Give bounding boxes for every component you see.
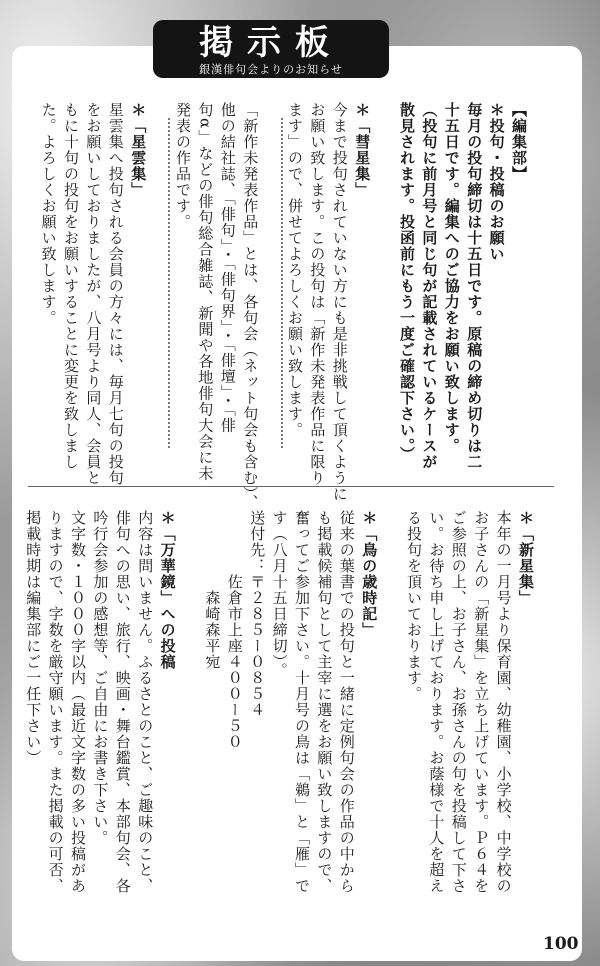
text-column: 従来の葉書での投句と一緒に定例句会の作品の中から (337, 510, 356, 894)
text-column: 送付先：〒２８５ー０８５４ (248, 510, 267, 718)
text-column: 【編集部】 (510, 102, 528, 182)
text-column: 「新作未発表作品」とは、各句会（ネット句会も含む）、 (241, 102, 260, 511)
text-column: 句α」などの俳句総合雑誌、新聞や各地俳句大会に未 (196, 102, 215, 482)
dotted-separator (168, 118, 170, 448)
text-column: ＊「星雲集」 (129, 102, 148, 198)
text-column: をお願いしておりましたが、八月号より同人、会員と (84, 102, 103, 486)
text-column: い。お待ち申し上げております。お蔭様で十人を超え (427, 510, 446, 894)
text-column: （投句に前月号と同じ句が記載されているケースが (420, 102, 439, 470)
text-column: る投句を頂いております。 (405, 510, 423, 702)
text-column: た。よろしくお願い致します。 (39, 102, 58, 326)
text-column: お子さんの「新星集」を立ち上げています。Ｐ６４を (472, 510, 491, 894)
text-column: 発表の作品です。 (174, 102, 192, 230)
text-column: 毎月の投句締切は十五日です。原稿の締め切りは二 (465, 102, 484, 470)
text-column: 佐倉市上座４００ー５０ (225, 510, 244, 750)
dotted-separator (281, 118, 283, 448)
text-column: りますので、字数を厳守願います。また掲載の可否、 (46, 510, 65, 894)
text-column: 文字数・１０００字以内（最近文字数の多い投稿があ (69, 510, 87, 894)
text-column: ＊「彗星集」 (353, 102, 372, 198)
text-column: も掲載候補句として主宰に選をお願い致しますので、 (315, 510, 334, 894)
text-column: ＊「万華鏡」への投稿 (158, 510, 177, 670)
text-column: 星雲集へ投句される会員の方々には、毎月七句の投句 (106, 102, 125, 486)
page-header (153, 20, 389, 78)
text-column: ＊投句・投稿のお願い (487, 102, 506, 262)
text-column: 今まで投句されていない方にも是非挑戦して頂くように (330, 102, 349, 502)
text-column: 散見されます。投函前にもう一度ご確認下さい。） (398, 102, 416, 463)
text-column: ＊「鳥の歳時記」 (360, 510, 379, 638)
text-column: 俳句への思い、旅行、映画・舞台鑑賞、本部句会、各 (113, 510, 132, 894)
text-column: 吟行会参加の感想等、ご自由にお書き下さい。 (91, 510, 110, 846)
section-divider (28, 486, 554, 487)
text-column: 内容は問いません。ふるさとのこと、ご趣味のこと、 (136, 510, 155, 894)
text-column: 奮ってご参加下さい。十月号の鳥は「鵜」と「雁」で (293, 510, 311, 894)
text-column: 掲載時期は編集部にご一任下さい） (24, 510, 43, 766)
text-column: 本年の一月号より保育園、幼稚園、小学校、中学校の (494, 510, 513, 894)
text-column: ＊「新星集」 (517, 510, 535, 606)
text-column: もに十句の投句をお願いすることに変更を致しまし (62, 102, 80, 470)
text-column: 十五日です。編集へのご協力をお願い致します。 (442, 102, 461, 454)
text-column: お願い致します。この投句は「新作未発表作品に限り (308, 102, 327, 486)
text-column: す（八月十五日締切）。 (270, 510, 289, 679)
text-column: ご参照の上、お子さん、お孫さんの句を投稿して下さ (449, 510, 468, 894)
text-column: 他の結社誌、「俳句」・「俳句界」・「俳壇」・「俳 (218, 102, 237, 434)
page-title: 掲示板 (199, 23, 343, 63)
text-column: 森崎森平宛 (203, 510, 222, 670)
text-column: ます」ので、併せてよろしくお願い致します。 (286, 102, 304, 438)
page-subtitle: 銀漢俳句会よりのお知らせ (199, 63, 343, 76)
page-number: 100 (543, 934, 579, 954)
